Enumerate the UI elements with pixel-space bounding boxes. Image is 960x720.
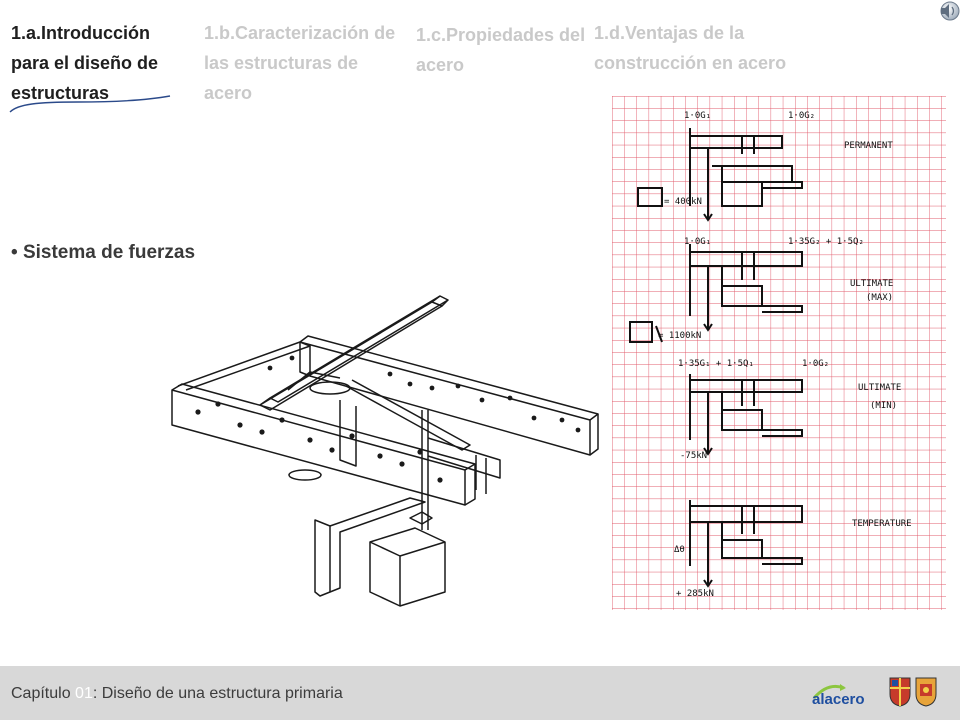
chapter-number: 01: [75, 685, 93, 702]
d1-case-label: PERMANENT: [844, 141, 893, 151]
chapter-title: : Diseño de una estructura primaria: [92, 685, 343, 702]
bullet-dot: •: [11, 242, 23, 263]
d2-case-sub-label: (MAX): [866, 293, 894, 303]
d2-load-label: = 1100kN: [658, 331, 702, 341]
tab-caracterizacion[interactable]: 1.b.Caracterización de las estructuras de acero: [204, 23, 396, 103]
tab-introduccion[interactable]: 1.a.Introducción para el diseño de estructuras: [11, 23, 159, 103]
chapter-caption: [11, 685, 343, 703]
d3-right-label: 1·0G₂: [802, 359, 830, 369]
d4-load-label: + 285kN: [676, 589, 714, 599]
frame-sketch: [170, 280, 615, 610]
alacero-logo: [810, 678, 882, 708]
faculty-seal-icon: [914, 674, 938, 708]
chapter-prefix: Capítulo: [11, 685, 76, 702]
footer-bar: [0, 666, 960, 720]
speaker-icon[interactable]: [936, 0, 960, 22]
d4-delta-label: Δθ: [674, 545, 685, 555]
tab-ventajas[interactable]: 1.d.Ventajas de la construcción en acero: [594, 23, 787, 73]
d1-right-label: 1·0G₂: [788, 111, 816, 121]
load-diagram-panel: [612, 96, 946, 610]
d3-load-label: -75kN: [680, 451, 708, 461]
d4-case-label: TEMPERATURE: [852, 519, 912, 529]
d3-case-sub-label: (MIN): [870, 401, 898, 411]
d3-left-label: 1·35G₁ + 1·5Q₁: [678, 359, 754, 369]
d2-right-label: 1·35G₂ + 1·5Q₂: [788, 237, 864, 247]
active-tab-underline: [8, 90, 173, 114]
d1-left-label: 1·0G₁: [684, 111, 712, 121]
university-seal-icon: [888, 674, 912, 708]
d3-case-label: ULTIMATE: [858, 383, 902, 393]
bullet-sistema-de-fuerzas: [11, 242, 195, 264]
d2-left-label: 1·0G₁: [684, 237, 712, 247]
bullet-label: Sistema de fuerzas: [22, 242, 196, 263]
d2-case-label: ULTIMATE: [850, 279, 894, 289]
d1-load-label: = 400kN: [664, 197, 702, 207]
alacero-logo-text: alacero: [812, 691, 865, 708]
tab-propiedades[interactable]: 1.c.Propiedades del acero: [416, 25, 586, 75]
